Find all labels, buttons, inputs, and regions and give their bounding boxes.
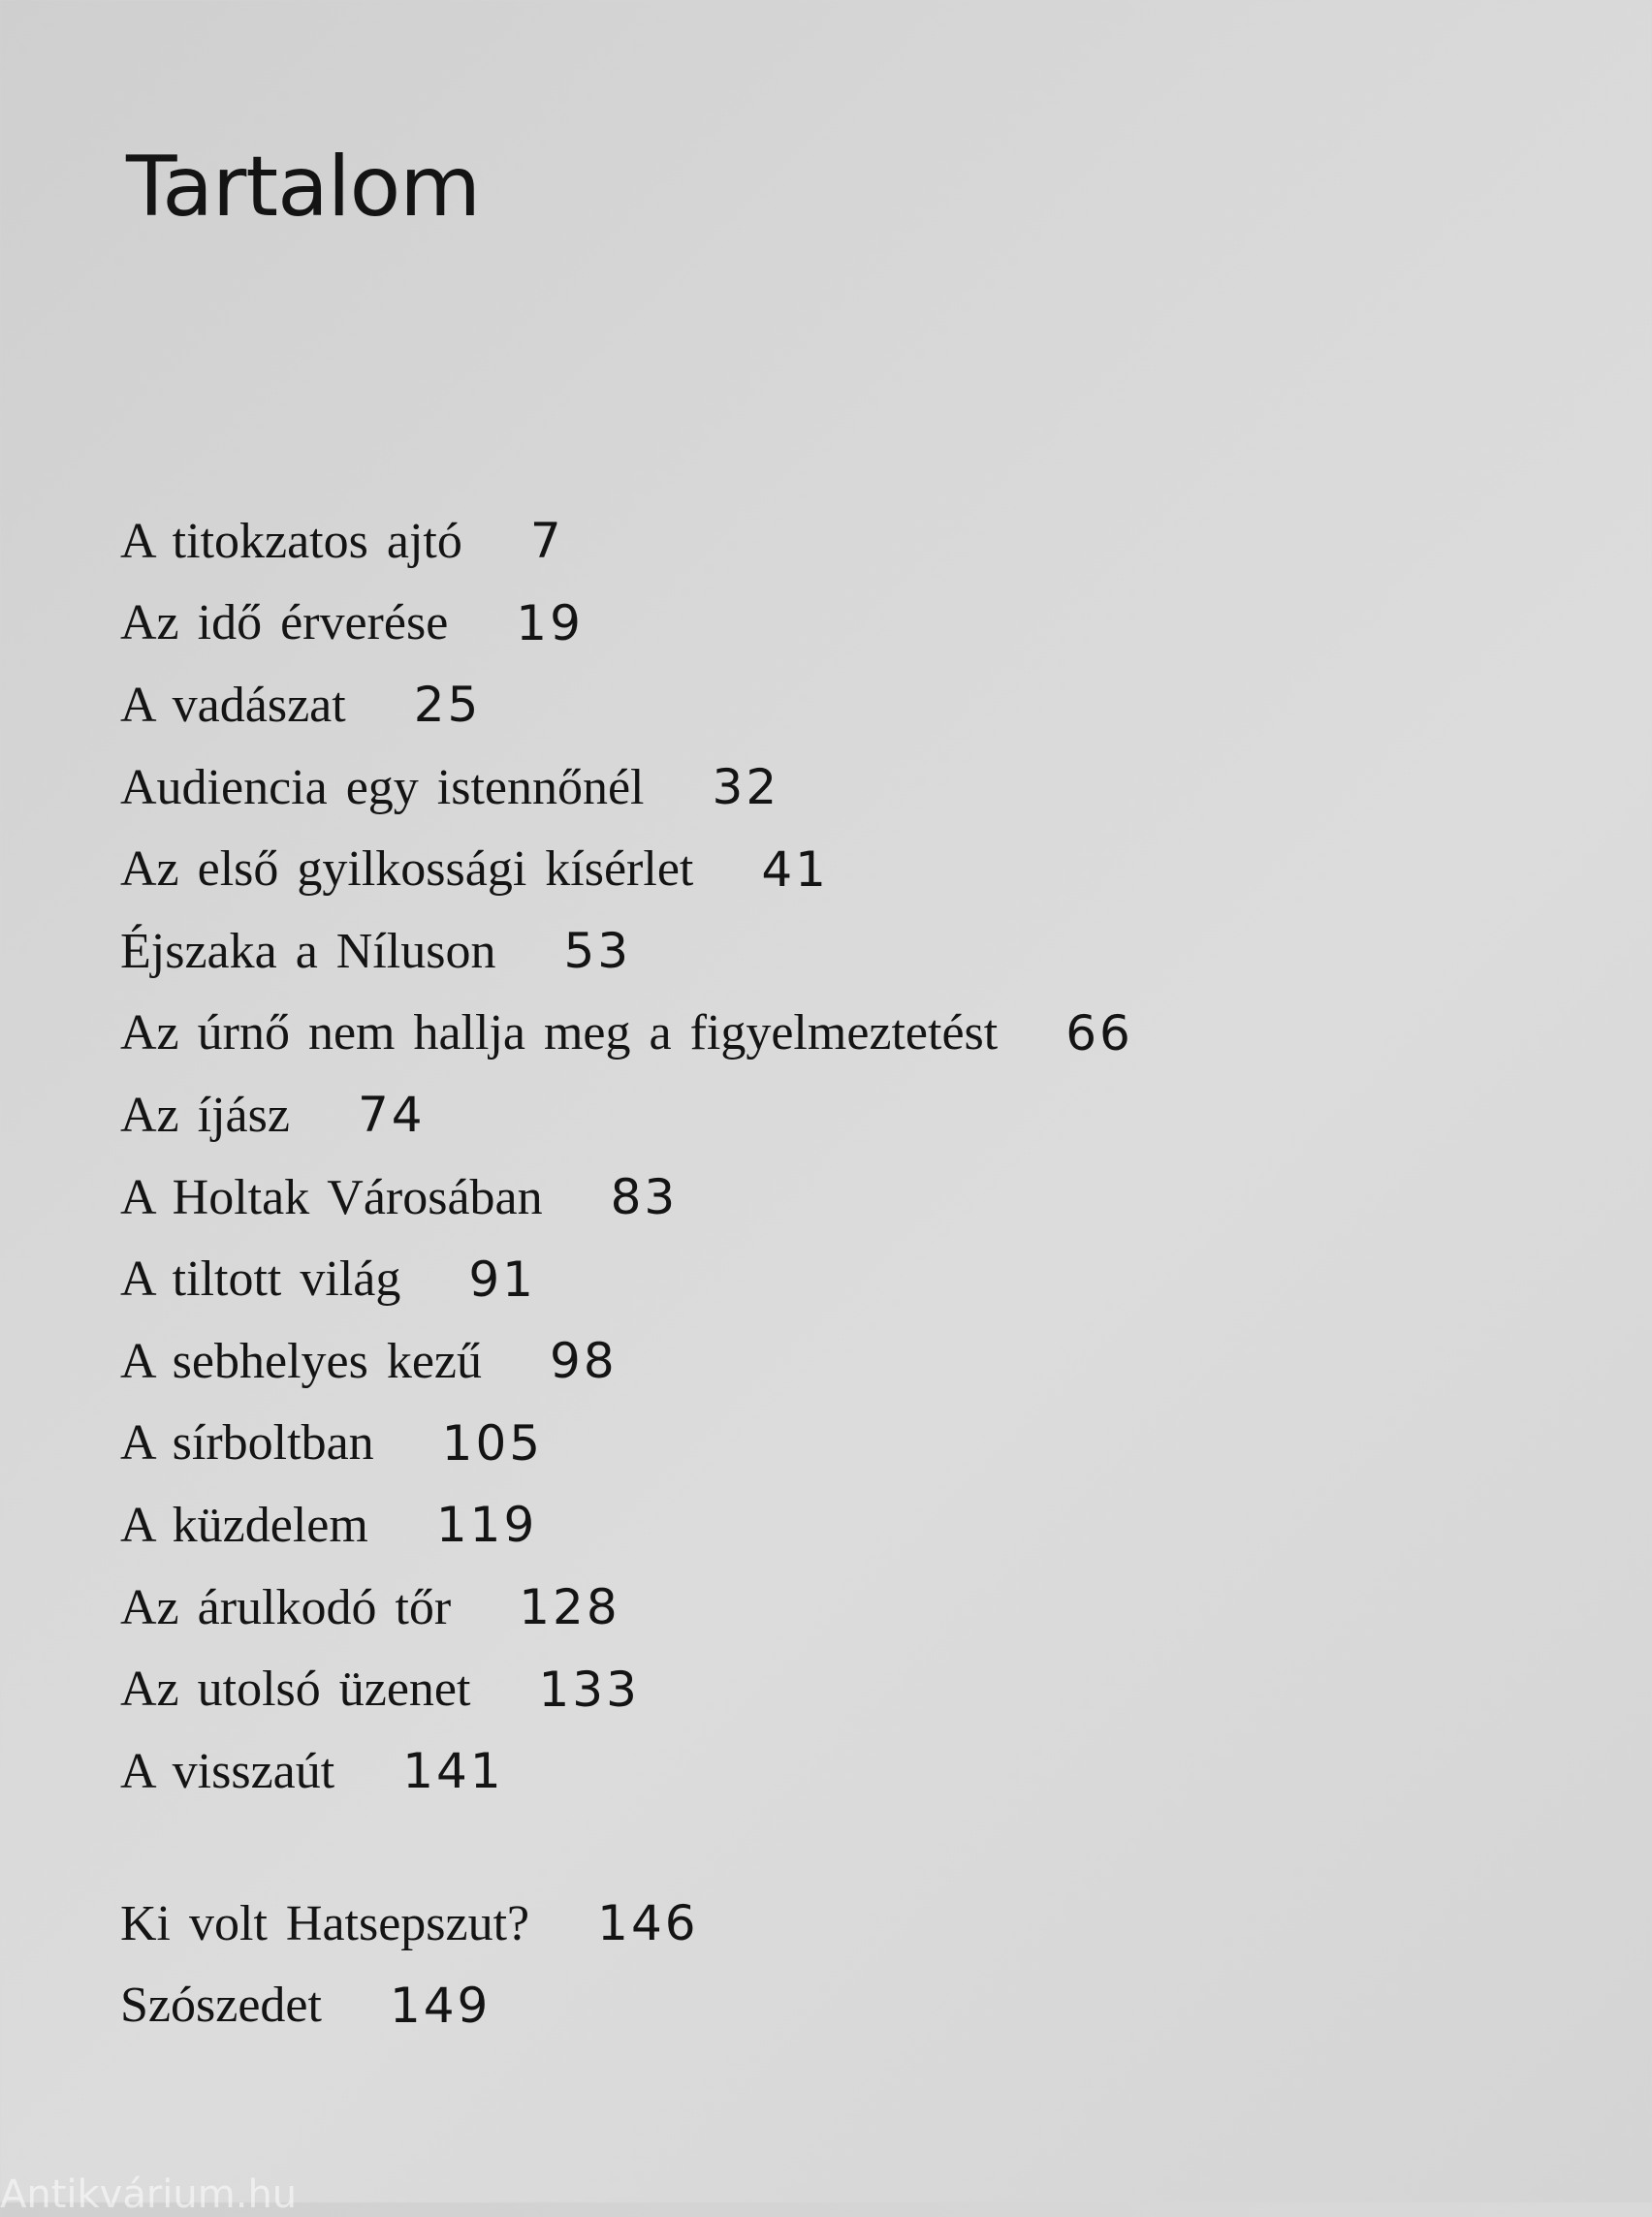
page-title: Tartalom (126, 139, 481, 236)
entry-title: Az utolsó üzenet (120, 1662, 471, 1718)
entry-title: A sírboltban (120, 1415, 374, 1472)
appendix-entry (120, 1883, 699, 1965)
entry-page-number: 146 (597, 1895, 699, 1952)
entry-title: A visszaút (120, 1743, 335, 1799)
chapter-entry (120, 664, 1133, 746)
chapter-entry (120, 993, 1133, 1075)
entry-title: Az első gyilkossági kísérlet (120, 841, 694, 898)
chapter-entry (120, 500, 1133, 583)
entry-page-number: 25 (413, 677, 482, 734)
entry-title: Az idő érverése (120, 595, 449, 651)
entry-title: Szószedet (120, 1978, 322, 2034)
entry-page-number: 32 (712, 759, 780, 816)
entry-page-number: 7 (529, 513, 564, 570)
entry-title: Az árulkodó tőr (120, 1579, 452, 1635)
entry-page-number: 53 (563, 923, 632, 980)
entry-title: A Holtak Városában (120, 1169, 543, 1225)
entry-page-number: 133 (538, 1661, 640, 1718)
chapter-entry (120, 1484, 1133, 1567)
entry-page-number: 141 (402, 1743, 504, 1800)
entry-page-number: 119 (435, 1497, 538, 1554)
appendix-entry (120, 1965, 699, 2047)
chapter-entry (120, 1567, 1133, 1649)
entry-title: Audiencia egy istennőnél (120, 759, 645, 815)
entry-title: A titokzatos ajtó (120, 513, 462, 569)
entry-page-number: 74 (357, 1087, 426, 1144)
entry-page-number: 91 (468, 1251, 536, 1308)
entry-title: Éjszaka a Níluson (120, 923, 496, 979)
chapter-list (120, 500, 1133, 1813)
entry-page-number: 105 (441, 1414, 544, 1472)
entry-page-number: 19 (516, 594, 584, 651)
entry-page-number: 128 (519, 1579, 620, 1636)
entry-title: Az íjász (120, 1087, 290, 1143)
entry-page-number: 83 (610, 1169, 679, 1226)
chapter-entry (120, 1074, 1133, 1156)
entry-page-number: 66 (1065, 1004, 1133, 1061)
entry-page-number: 149 (389, 1977, 492, 2034)
entry-page-number: 98 (550, 1333, 618, 1390)
chapter-entry (120, 910, 1133, 993)
chapter-entry (120, 1648, 1133, 1730)
entry-title: Az úrnő nem hallja meg a figyelmeztetést (120, 1005, 999, 1061)
chapter-entry (120, 1403, 1133, 1485)
entry-title: A vadászat (120, 677, 346, 733)
chapter-entry (120, 746, 1133, 829)
chapter-entry (120, 1730, 1133, 1813)
appendix-list (120, 1883, 699, 2046)
entry-title: A sebhelyes kezű (120, 1333, 483, 1389)
chapter-entry (120, 1238, 1133, 1320)
entry-title: A küzdelem (120, 1497, 368, 1553)
chapter-entry (120, 1320, 1133, 1403)
watermark: Antikvárium.hu (0, 2172, 298, 2217)
chapter-entry (120, 583, 1133, 665)
chapter-entry (120, 828, 1133, 910)
chapter-entry (120, 1156, 1133, 1239)
entry-title: A tiltott világ (120, 1251, 401, 1308)
entry-title: Ki volt Hatsepszut? (120, 1895, 530, 1951)
entry-page-number: 41 (761, 840, 829, 898)
